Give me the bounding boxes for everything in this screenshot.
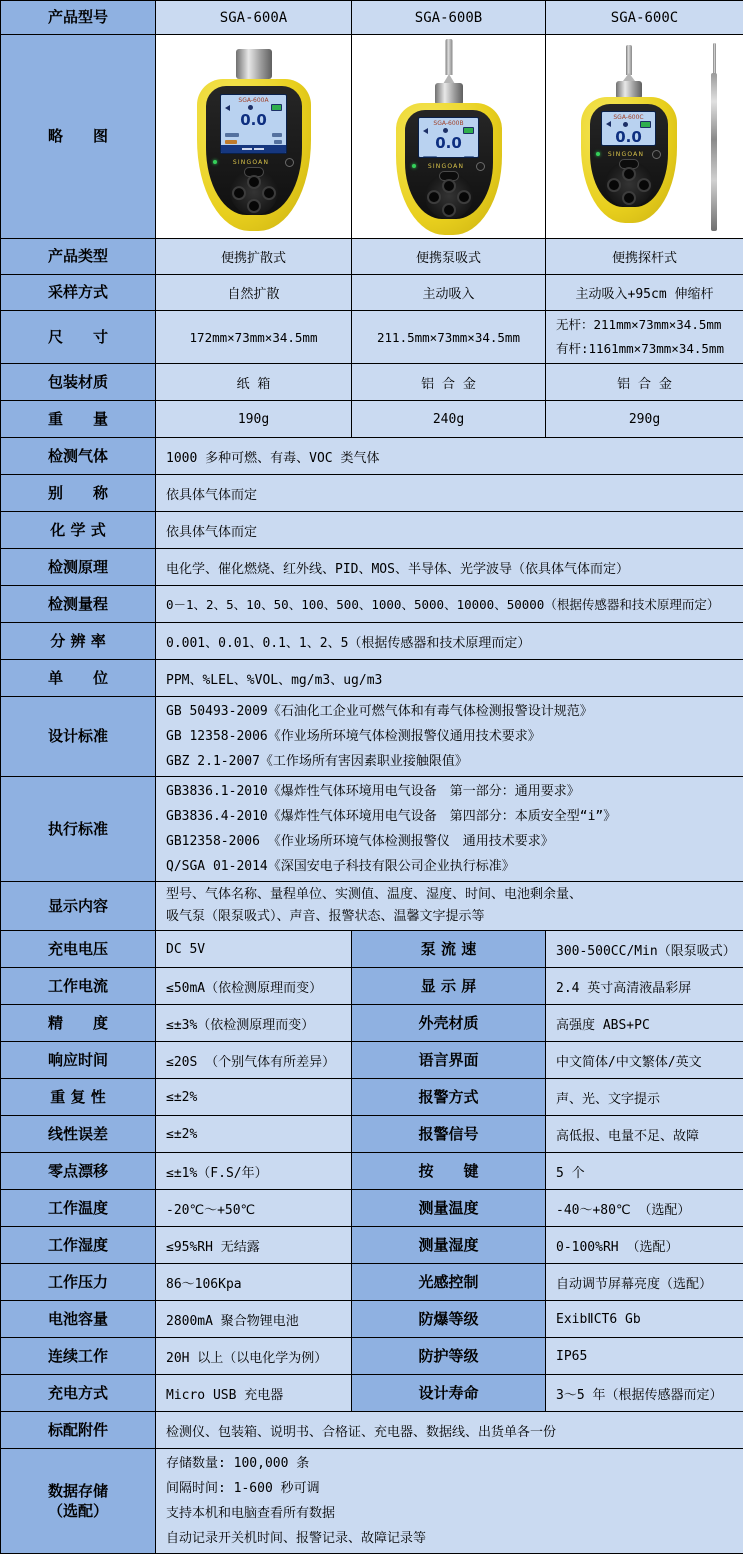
row-value: 高低报、电量不足、故障 bbox=[546, 1116, 743, 1153]
table-row bbox=[1, 882, 743, 931]
row-value: 声、光、文字提示 bbox=[546, 1079, 743, 1116]
device-lcd bbox=[220, 94, 287, 153]
sketch-label: 略 图 bbox=[1, 35, 156, 239]
row-label: 标配附件 bbox=[1, 1412, 156, 1449]
row-value: 检测仪、包装箱、说明书、合格证、充电器、数据线、出货单各一份 bbox=[156, 1412, 743, 1449]
lcd-detail-bars bbox=[225, 140, 281, 144]
lcd-reading: 0.0 bbox=[615, 128, 642, 146]
enter-button bbox=[622, 191, 636, 205]
power-icon bbox=[285, 158, 294, 167]
row-label: 采样方式 bbox=[1, 275, 156, 311]
row-value: ≤50mA（依检测原理而变） bbox=[156, 968, 352, 1005]
cell-a: 纸 箱 bbox=[156, 364, 352, 401]
cell-c: 便携探杆式 bbox=[546, 239, 743, 275]
panel-mid-row bbox=[596, 150, 662, 159]
button-cluster bbox=[605, 161, 653, 207]
row-label: 防爆等级 bbox=[352, 1301, 546, 1338]
row-value: 0.001、0.01、0.1、1、2、5（根据传感器和技术原理而定） bbox=[156, 623, 743, 660]
row-value: 5 个 bbox=[546, 1153, 743, 1190]
row-label: 外壳材质 bbox=[352, 1005, 546, 1042]
telescopic-rod-tip bbox=[713, 43, 716, 75]
cell-b: 便携泵吸式 bbox=[352, 239, 546, 275]
header-label: 产品型号 bbox=[1, 1, 156, 35]
speaker-icon bbox=[225, 105, 230, 111]
row-label: 电池容量 bbox=[1, 1301, 156, 1338]
up-button bbox=[247, 175, 261, 189]
device-front-panel bbox=[590, 104, 668, 207]
table-row bbox=[1, 239, 743, 275]
table-row bbox=[1, 623, 743, 660]
row-value: 20H 以上（以电化学为例） bbox=[156, 1338, 352, 1375]
table-row bbox=[1, 1190, 743, 1227]
table-row bbox=[1, 364, 743, 401]
cell-b: 主动吸入 bbox=[352, 275, 546, 311]
pump-probe bbox=[626, 45, 632, 75]
row-label: 测量湿度 bbox=[352, 1227, 546, 1264]
row-label: 精 度 bbox=[1, 1005, 156, 1042]
lcd-reading: 0.0 bbox=[435, 134, 462, 153]
row-value: IP65 bbox=[546, 1338, 743, 1375]
row-value: 型号、气体名称、量程单位、实测值、温度、湿度、时间、电池剩余量、 吸气泵（限泵吸式）、声音、报警状态、温馨文字提示等 bbox=[156, 882, 743, 931]
cell-c: 无杆：211mm×73mm×34.5mm 有杆:1161mm×73mm×34.5mm bbox=[546, 311, 743, 364]
right-button bbox=[262, 186, 276, 200]
lcd-model-text: SGA-600B bbox=[433, 120, 463, 127]
cell-a: 172mm×73mm×34.5mm bbox=[156, 311, 352, 364]
row-value: 高强度 ABS+PC bbox=[546, 1005, 743, 1042]
row-value: PPM、%LEL、%VOL、mg/m3、ug/m3 bbox=[156, 660, 743, 697]
table-row bbox=[1, 660, 743, 697]
row-label: 工作湿度 bbox=[1, 1227, 156, 1264]
row-label: 工作电流 bbox=[1, 968, 156, 1005]
row-value: -20℃～+50℃ bbox=[156, 1190, 352, 1227]
row-label: 数据存储 （选配） bbox=[1, 1449, 156, 1554]
table-row bbox=[1, 586, 743, 623]
status-led bbox=[596, 152, 600, 156]
model-name-b: SGA-600B bbox=[352, 1, 546, 35]
lcd-detail-bars bbox=[225, 133, 281, 137]
table-row bbox=[1, 1301, 743, 1338]
row-value: 电化学、催化燃烧、红外线、PID、MOS、半导体、光学波导（依具体气体而定） bbox=[156, 549, 743, 586]
header-row bbox=[1, 1, 743, 35]
table-row bbox=[1, 1005, 743, 1042]
row-label: 充电方式 bbox=[1, 1375, 156, 1412]
row-label: 连续工作 bbox=[1, 1338, 156, 1375]
lcd-reading: 0.0 bbox=[240, 111, 267, 130]
row-value: 依具体气体而定 bbox=[156, 475, 743, 512]
sensor-cap bbox=[435, 83, 463, 105]
row-label: 报警信号 bbox=[352, 1116, 546, 1153]
row-label: 别 称 bbox=[1, 475, 156, 512]
row-value: ≤±1%（F.S/年） bbox=[156, 1153, 352, 1190]
table-row bbox=[1, 512, 743, 549]
table-row bbox=[1, 275, 743, 311]
row-label: 重 复 性 bbox=[1, 1079, 156, 1116]
table-row bbox=[1, 401, 743, 438]
device-c-scene bbox=[546, 37, 743, 237]
cell-c: 主动吸入+95cm 伸缩杆 bbox=[546, 275, 743, 311]
row-value: 0－1、2、5、10、50、100、500、1000、5000、10000、50000（根据传感器和技术原理而定） bbox=[156, 586, 743, 623]
device-a-scene bbox=[156, 37, 351, 237]
left-button bbox=[232, 186, 246, 200]
row-value: ExibⅡCT6 Gb bbox=[546, 1301, 743, 1338]
cell-b: 铝 合 金 bbox=[352, 364, 546, 401]
row-value: ≤±2% bbox=[156, 1116, 352, 1153]
row-value: 300-500CC/Min（限泵吸式） bbox=[546, 931, 743, 968]
lcd-model-text: SGA-600A bbox=[238, 97, 268, 104]
row-label: 设计寿命 bbox=[352, 1375, 546, 1412]
row-label: 显示内容 bbox=[1, 882, 156, 931]
row-label: 产品类型 bbox=[1, 239, 156, 275]
row-label: 包装材质 bbox=[1, 364, 156, 401]
table-row bbox=[1, 1227, 743, 1264]
row-value: Micro USB 充电器 bbox=[156, 1375, 352, 1412]
row-label: 语言界面 bbox=[352, 1042, 546, 1079]
enter-button bbox=[247, 199, 261, 213]
right-button bbox=[457, 190, 471, 204]
enter-button bbox=[442, 203, 456, 217]
row-label: 化 学 式 bbox=[1, 512, 156, 549]
row-value: ≤±3%（依检测原理而变） bbox=[156, 1005, 352, 1042]
model-name-c: SGA-600C bbox=[546, 1, 743, 35]
lcd-model-text: SGA-600C bbox=[613, 114, 643, 121]
row-label: 检测量程 bbox=[1, 586, 156, 623]
probe-cone bbox=[623, 73, 635, 81]
table-row bbox=[1, 1264, 743, 1301]
battery-icon bbox=[640, 121, 651, 128]
left-button bbox=[427, 190, 441, 204]
left-button bbox=[607, 178, 621, 192]
row-label: 工作温度 bbox=[1, 1190, 156, 1227]
row-label: 检测原理 bbox=[1, 549, 156, 586]
fan-icon bbox=[248, 105, 253, 110]
device-body bbox=[581, 97, 677, 223]
table-row bbox=[1, 931, 743, 968]
table-row bbox=[1, 968, 743, 1005]
row-value: 存储数量: 100,000 条 间隔时间: 1-600 秒可调 支持本机和电脑查看所有数据 自动记录开关机时间、报警记录、故障记录等 bbox=[156, 1449, 743, 1554]
device-photo-sga600b bbox=[352, 35, 546, 239]
up-button bbox=[442, 179, 456, 193]
cell-b: 240g bbox=[352, 401, 546, 438]
row-value: DC 5V bbox=[156, 931, 352, 968]
row-label: 线性误差 bbox=[1, 1116, 156, 1153]
lcd-status-icons bbox=[606, 121, 652, 128]
cell-c: 290g bbox=[546, 401, 743, 438]
row-label: 光感控制 bbox=[352, 1264, 546, 1301]
device-body bbox=[197, 79, 311, 231]
device-body bbox=[396, 103, 502, 235]
row-label: 报警方式 bbox=[352, 1079, 546, 1116]
row-value: 自动调节屏幕亮度（选配） bbox=[546, 1264, 743, 1301]
row-label: 泵 流 速 bbox=[352, 931, 546, 968]
table-row bbox=[1, 697, 743, 777]
row-label: 充电电压 bbox=[1, 931, 156, 968]
cell-a: 190g bbox=[156, 401, 352, 438]
device-front-panel bbox=[405, 110, 493, 219]
model-name-a: SGA-600A bbox=[156, 1, 352, 35]
table-row bbox=[1, 1449, 743, 1554]
row-label: 工作压力 bbox=[1, 1264, 156, 1301]
lcd-bottom-bar bbox=[221, 145, 286, 153]
status-led bbox=[213, 160, 217, 164]
row-value: 0-100%RH （选配） bbox=[546, 1227, 743, 1264]
row-value: 2800mA 聚合物锂电池 bbox=[156, 1301, 352, 1338]
table-row bbox=[1, 311, 743, 364]
table-row bbox=[1, 1153, 743, 1190]
cell-a: 便携扩散式 bbox=[156, 239, 352, 275]
device-photo-sga600c bbox=[546, 35, 743, 239]
telescopic-rod bbox=[711, 73, 717, 231]
row-value: 中文简体/中文繁体/英文 bbox=[546, 1042, 743, 1079]
button-cluster bbox=[230, 169, 278, 215]
sketch-row bbox=[1, 35, 743, 239]
row-value: 2.4 英寸高清液晶彩屏 bbox=[546, 968, 743, 1005]
row-label: 按 键 bbox=[352, 1153, 546, 1190]
cell-a: 自然扩散 bbox=[156, 275, 352, 311]
device-front-panel bbox=[206, 86, 302, 215]
brand-text: SINGOAN bbox=[608, 151, 644, 158]
cell-c: 铝 合 金 bbox=[546, 364, 743, 401]
table-row bbox=[1, 1375, 743, 1412]
table-row bbox=[1, 475, 743, 512]
device-b-scene bbox=[352, 37, 545, 237]
status-led bbox=[412, 164, 416, 168]
power-icon bbox=[476, 162, 485, 171]
row-value: ≤±2% bbox=[156, 1079, 352, 1116]
battery-icon bbox=[271, 104, 282, 111]
device-lcd bbox=[418, 117, 480, 157]
table-row bbox=[1, 1116, 743, 1153]
table-row bbox=[1, 1042, 743, 1079]
row-value: -40～+80℃ （选配） bbox=[546, 1190, 743, 1227]
lcd-status-icons bbox=[423, 127, 474, 134]
row-value: 3～5 年（根据传感器而定） bbox=[546, 1375, 743, 1412]
row-label: 执行标准 bbox=[1, 777, 156, 882]
row-label: 响应时间 bbox=[1, 1042, 156, 1079]
pump-probe bbox=[445, 39, 452, 75]
row-label: 单 位 bbox=[1, 660, 156, 697]
row-label: 显 示 屏 bbox=[352, 968, 546, 1005]
brand-text: SINGOAN bbox=[428, 163, 464, 170]
table-row bbox=[1, 549, 743, 586]
table-row bbox=[1, 438, 743, 475]
battery-icon bbox=[463, 127, 474, 134]
table-row bbox=[1, 777, 743, 882]
speaker-icon bbox=[423, 128, 428, 134]
speaker-icon bbox=[606, 121, 611, 127]
row-label: 尺 寸 bbox=[1, 311, 156, 364]
lcd-detail-bars bbox=[423, 156, 474, 157]
panel-mid-row bbox=[213, 158, 294, 167]
row-value: GB3836.1-2010《爆炸性气体环境用电气设备 第一部分：通用要求》 GB3836.4-2010《爆炸性气体环境用电气设备 第四部分：本质安全型“i”》 GB12358-2006 《作业场所环境气体检测报警仪 通用技术要求》 Q/SGA 01-2014《深国安电子科技有限公司企业执行标准》 bbox=[156, 777, 743, 882]
row-label: 防护等级 bbox=[352, 1338, 546, 1375]
table-row bbox=[1, 1412, 743, 1449]
row-value: 1000 多种可燃、有毒、VOC 类气体 bbox=[156, 438, 743, 475]
brand-text: SINGOAN bbox=[233, 159, 269, 166]
row-value: 依具体气体而定 bbox=[156, 512, 743, 549]
power-icon bbox=[652, 150, 661, 159]
row-value: GB 50493-2009《石油化工企业可燃气体和有毒气体检测报警设计规范》 GB 12358-2006《作业场所环境气体检测报警仪通用技术要求》 GBZ 2.1-2007《工作场所有害因素职业接触限值》 bbox=[156, 697, 743, 777]
row-label: 设计标准 bbox=[1, 697, 156, 777]
row-value: ≤20S （个别气体有所差异） bbox=[156, 1042, 352, 1079]
lcd-status-icons bbox=[225, 104, 281, 111]
table-row bbox=[1, 1338, 743, 1375]
row-value: 86～106Kpa bbox=[156, 1264, 352, 1301]
row-label: 零点漂移 bbox=[1, 1153, 156, 1190]
row-label: 分 辨 率 bbox=[1, 623, 156, 660]
row-label: 检测气体 bbox=[1, 438, 156, 475]
fan-icon bbox=[623, 122, 628, 127]
button-cluster bbox=[425, 173, 473, 219]
sensor-cap bbox=[236, 49, 272, 79]
row-label: 测量温度 bbox=[352, 1190, 546, 1227]
up-button bbox=[622, 167, 636, 181]
row-value: ≤95%RH 无结露 bbox=[156, 1227, 352, 1264]
cell-b: 211.5mm×73mm×34.5mm bbox=[352, 311, 546, 364]
panel-mid-row bbox=[412, 162, 486, 171]
fan-icon bbox=[443, 128, 448, 133]
table-row bbox=[1, 1079, 743, 1116]
device-photo-sga600a bbox=[156, 35, 352, 239]
right-button bbox=[637, 178, 651, 192]
device-lcd bbox=[601, 111, 656, 146]
row-label: 重 量 bbox=[1, 401, 156, 438]
